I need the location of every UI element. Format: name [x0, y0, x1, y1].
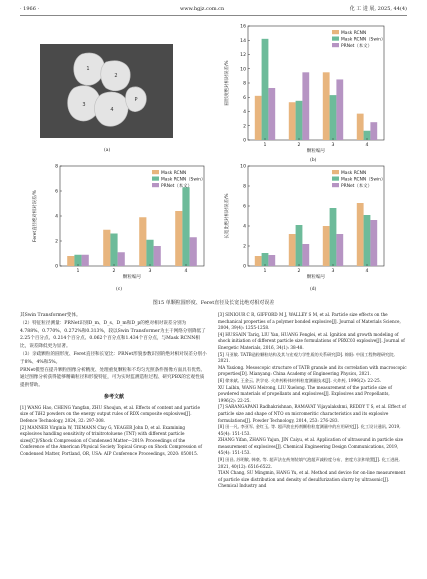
y-tick-label: 6 [243, 95, 246, 101]
bar [268, 88, 275, 140]
legend-swatch [332, 37, 339, 41]
bar [336, 234, 343, 266]
bar [302, 244, 309, 266]
legend-label: PRNet（本文） [341, 183, 372, 189]
bar [330, 95, 337, 140]
bar [146, 240, 153, 266]
particle-photo [40, 44, 173, 138]
reference-item: ZHANG Yifan, ZHANG Yajun, JIN Caiyu, et al. Application of ultrasound in particle size measurement of explosives[J]. Chemical Engineering Design Communications, 2019, 45(4): 151-153. [218, 437, 404, 456]
bar [357, 203, 364, 266]
y-tick-label: 4 [243, 224, 246, 230]
reference-item: MA Yaxiong. Mesoscopic structure of TATB granule and its correlation with macroscopic properties[D]. Mianyang: China Academy of Engineering Physics, 2021. [218, 364, 407, 377]
legend-label: Mask RCNN（Swin） [341, 177, 386, 183]
photo-letter-2: 2 [114, 73, 118, 79]
bar [289, 234, 296, 266]
bar [67, 256, 74, 266]
x-tick-label: 4 [365, 143, 369, 148]
bar [154, 246, 161, 266]
bar [370, 122, 377, 140]
figure-caption: 图15 单颗粒圆形度、Feret直径及长宽比绝对相对误差 [152, 300, 275, 306]
reference-item: [6] 徐来斌, 王金云, 洪学亮. 火炸药粉体材料粒度测量技术[J]. 火炸药, 1996(2): 22-25. [218, 377, 381, 383]
x-tick-label: 4 [184, 269, 188, 274]
reference-item: [8] 田一凡, 李亚军, 金红玉, 等. 超声波在药剂颗粒粒度测量中的应用研究[J]. 化工设计通讯, 2019, 45(4): 151-153. [218, 424, 401, 436]
bar [323, 72, 330, 140]
y-tick-label: 14 [240, 38, 246, 44]
legend-swatch [152, 170, 159, 174]
bar [268, 255, 275, 266]
x-tick-label: 3 [331, 269, 335, 274]
reference-item: [7] SARANGAPANI Radhakrishnan, RAMAVAT Vijayalakshmi, REDDY T S, et al. Effect of particle size and shape of NTO on micromeritic characteristics and its explosive formulations[J]. Powder Technology, 2014, 253: 276-283. [218, 404, 406, 423]
bar [175, 211, 182, 266]
sublabel-b: (b) [310, 158, 317, 163]
reference-item: XU Laibin, WANG Meirong, LIU Xuelong. The measurement of the particle size of powdered materials of propellants and explosives[J]. Explosives and Propellants, 1996(2): 22-25. [218, 384, 392, 403]
left-column [20, 312, 208, 458]
bar [296, 101, 303, 140]
legend-label: Mask RCNN [161, 170, 187, 176]
bar [296, 225, 303, 266]
y-tick-label: 10 [240, 164, 246, 170]
conclusion-2: （2）特征粒径测量：PRNet识别D_m、D_s、D_m和D_p的绝对相对误差分别为4.788%、0.770%、0.272%和0.313%，较以Swin Transformer为主干网络分别降低了2.25个百分点、0.214个百分点、0.062个百分点和1.434个百分点，与Mask RCNN相比，误差降低更为显著。 [20, 320, 206, 350]
legend-swatch [332, 43, 339, 47]
reference-item: [3] SINIOUR C R, GIFFORD M J, WALLEY S M, et al. Particle size effects on the mechanical properties of a polymer bonded explosive[J]. Journal of Materials Science, 2004, 39(4): 1255-1258. [218, 312, 401, 331]
bar [262, 39, 269, 140]
y-tick-label: 0 [243, 138, 246, 144]
journal-url[interactable]: www.hgjz.com.cn [180, 6, 225, 12]
bar [357, 114, 364, 140]
legend-label: PRNet（本文） [161, 183, 192, 189]
y-axis-label: 长宽比绝对相对误差/% [225, 193, 230, 239]
legend-swatch [332, 30, 339, 34]
reference-item: [4] HUSSAIN Tariq, LIU Yan, HUANG Fenglei, et al. Ignition and growth modeling of shock initiation of different particle size formulations of PBXC03 explosive[J]. Journal of Energetic Materials, 2016, 34(1): 38-48. [218, 331, 405, 350]
photo-letter-4: 4 [110, 107, 114, 113]
x-tick-label: 3 [331, 143, 335, 148]
chart-b [222, 20, 390, 158]
bar [82, 255, 89, 266]
y-axis-label: Feret直径绝对相对误差/% [33, 190, 38, 242]
x-axis-label: 颗粒编号 [306, 275, 326, 280]
y-tick-label: 8 [243, 184, 246, 190]
y-tick-label: 4 [243, 110, 246, 116]
y-tick-label: 2 [243, 244, 246, 250]
conclusion-3: （3）亲疏颗粒的圆形度、Feret直径和长宽比：PRNet形貌参数识别的绝对相对误差分别小于8%、4%和5%。 [20, 351, 207, 365]
photo-letter-1: 1 [86, 66, 90, 72]
conclusion-summary: PRNet模型在提升颗粒图像分析精度、处理重复颗粒和不均匀光照条件图像方面具有优势。通过图像分析获得能够精确粒径和形貌特征，可为实时监测造粒过程、研究PBX的宏观性质提供帮助。 [20, 367, 206, 389]
reference-item: [2] MANNER Virginia W, TIEMANN Clay G, YEAGER John D, et al. Examining explosives handling sensitivity of trinitrotoluene (TNT) with different particle sizes[C]//Shock Compression of Condensed Matter—2019: Proceedings of the Conference of the American Physical Society Topical Group on Shock Compression of Condensed Matter, Portland, OR, USA: AIP Conference Proceedings, 2020: 050015. [20, 424, 202, 456]
legend-swatch [152, 183, 159, 187]
page-number: · 1966 · [20, 6, 40, 12]
x-tick-label: 2 [297, 143, 301, 148]
x-tick-label: 2 [297, 269, 301, 274]
bar [323, 226, 330, 266]
right-column [218, 312, 408, 490]
y-tick-label: 2 [243, 124, 246, 130]
particle-photo-drawing [40, 44, 173, 138]
reference-item: TIAN Chang, SU Mingmin, HANG Yu, et al. Method and device for on-line measurement of particle size distribution and density of desulfurization slurry by ultrasonic[J]. Chemical Industry and [218, 470, 406, 489]
bar [289, 102, 296, 140]
y-tick-label: 10 [240, 67, 246, 73]
bar [370, 220, 377, 266]
references-title: 参考文献 [103, 393, 124, 400]
legend-label: PRNet（本文） [341, 43, 372, 49]
x-tick-label: 4 [365, 269, 369, 274]
bar [110, 234, 117, 267]
x-axis-label: 颗粒编号 [306, 149, 326, 154]
bar [336, 79, 343, 140]
bar [139, 217, 146, 266]
x-tick-label: 1 [76, 269, 80, 274]
y-tick-label: 4 [55, 214, 58, 220]
reference-item: [5] 马亚敏. TATB造粒颗粒结构及其与宏观力学性质的关系研究[D]. 绵阳: 中国工程物理研究院, 2021. [218, 351, 395, 364]
y-tick-label: 8 [55, 164, 58, 170]
bar [190, 237, 197, 266]
y-tick-label: 16 [240, 24, 246, 30]
sublabel-a: (a) [104, 148, 111, 153]
legend-swatch [332, 170, 339, 174]
x-tick-label: 3 [148, 269, 152, 274]
y-tick-label: 8 [243, 81, 246, 87]
page-header [0, 0, 427, 20]
legend-label: Mask RCNN（Swin） [341, 37, 386, 43]
reference-item: [9] 田昌, 苏明敏, 韩豪, 等. 超声法在药剂装填气泡超声减粒度分布、密度方法和装置[J]. 化工进展, 2021, 40(12): 6516-6522. [218, 457, 400, 469]
legend-swatch [332, 177, 339, 181]
sublabel-c: (c) [116, 287, 123, 292]
y-tick-label: 6 [55, 189, 58, 195]
photo-letter-p: P [134, 97, 138, 103]
journal-name: 化 工 进 展, 2025, 44(4) [349, 6, 407, 12]
reference-item: [1] WANG Hao, CHENG Yangfan, ZHU Shoujun, et al. Effects of content and particle size of TiH2 powders on the energy output rules of RDX composite explosives[J]. Defence Technology, 2024, 32: 297-308. [20, 404, 200, 423]
bar [103, 230, 110, 266]
bar [302, 72, 309, 140]
x-tick-label: 1 [263, 269, 267, 274]
photo-letter-3: 3 [82, 102, 86, 108]
bar [118, 252, 125, 266]
y-tick-label: 2 [55, 239, 58, 245]
legend-label: Mask RCNN [341, 170, 367, 176]
bar [182, 187, 189, 266]
bar [330, 208, 337, 266]
chart-d [222, 160, 390, 284]
bar [364, 215, 371, 266]
y-tick-label: 0 [55, 264, 58, 270]
x-axis-label: 颗粒编号 [122, 275, 142, 280]
sublabel-d: (d) [310, 287, 317, 292]
legend-label: Mask RCNN [341, 30, 367, 36]
legend-swatch [332, 183, 339, 187]
chart-c [30, 160, 210, 284]
y-axis-label: 圆形度绝对相对误差/% [225, 60, 230, 106]
legend-swatch [152, 177, 159, 181]
x-tick-label: 2 [112, 269, 116, 274]
legend-label: Mask RCNN（Swin） [161, 177, 206, 183]
y-tick-label: 0 [243, 264, 246, 270]
intro-line: 其Swin Transformer变体。 [20, 313, 81, 318]
header-rule [20, 15, 407, 16]
y-tick-label: 6 [243, 204, 246, 210]
bar [255, 256, 262, 266]
x-tick-label: 1 [263, 143, 267, 148]
bar [255, 96, 262, 140]
y-tick-label: 12 [240, 53, 246, 59]
